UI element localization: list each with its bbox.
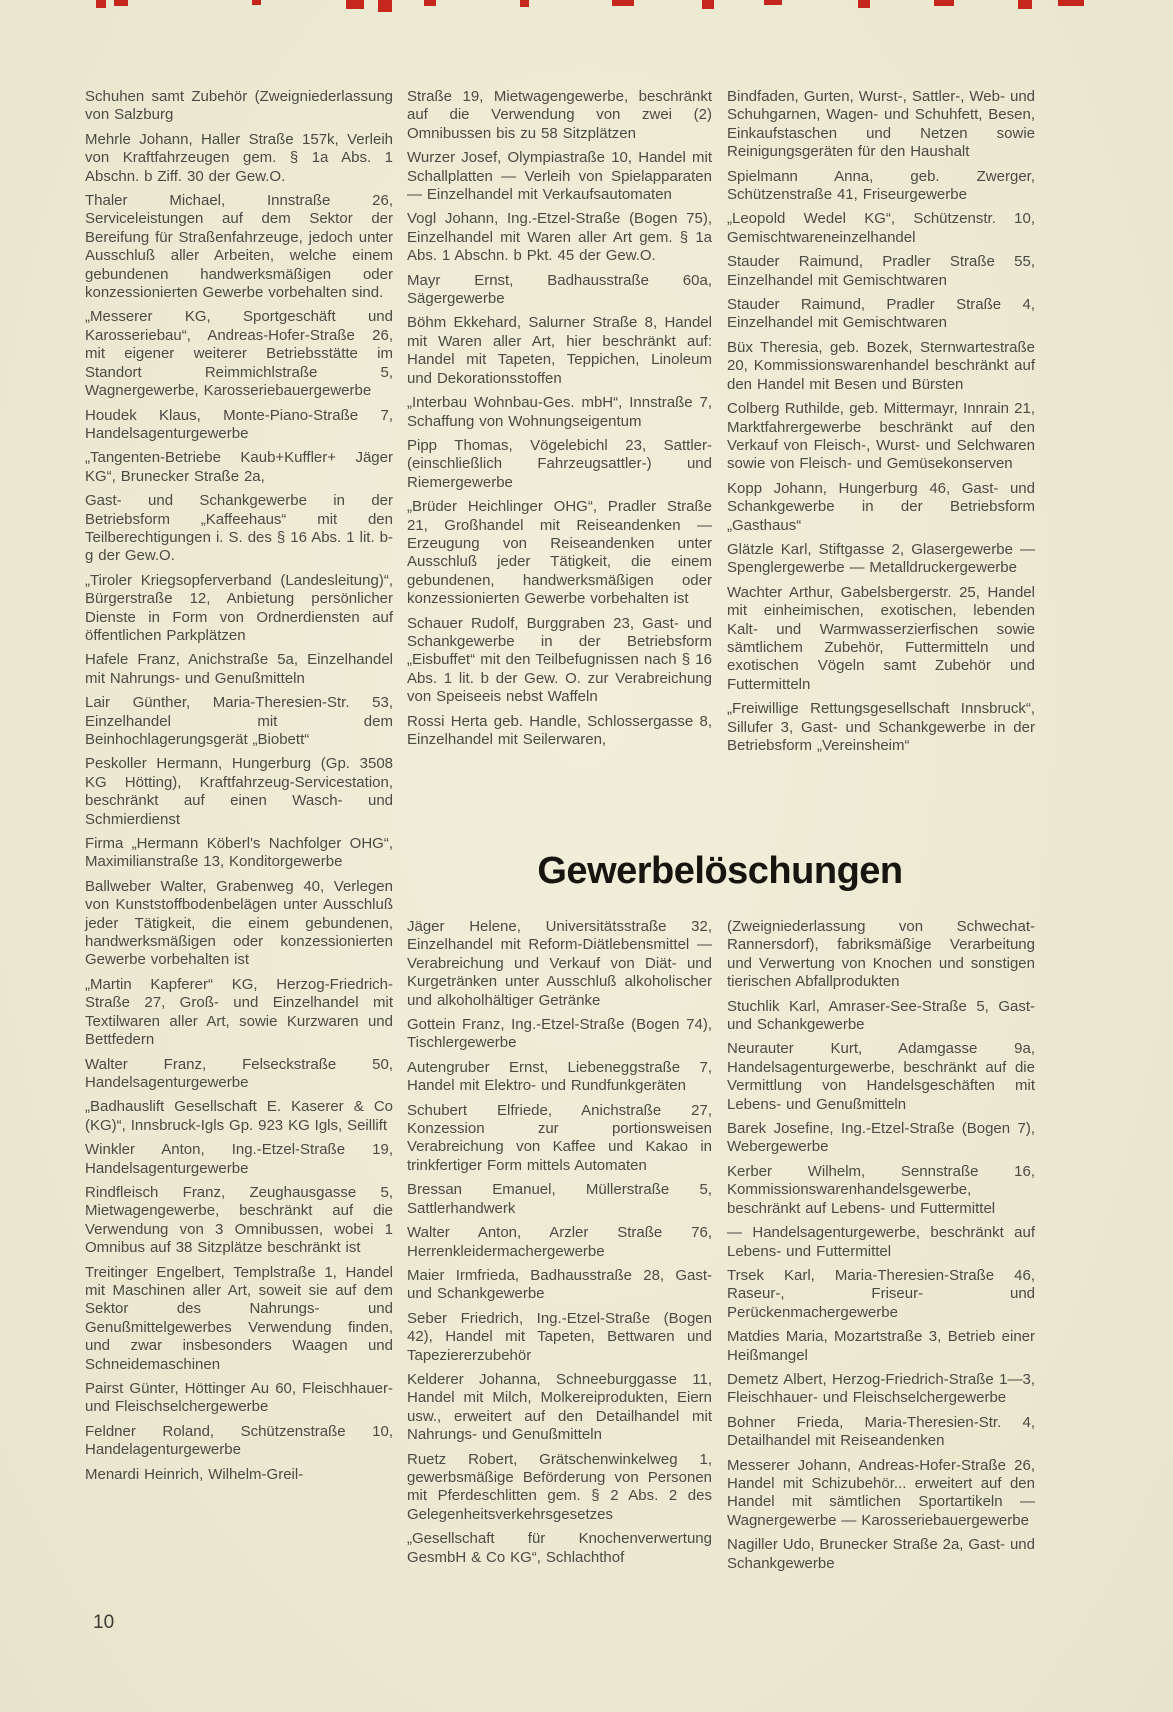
gazette-entry: — Handelsagenturgewerbe, beschränkt auf Lebens- und Futtermittel — [727, 1224, 1035, 1260]
gazette-entry: Pairst Günter, Höttinger Au 60, Fleischhauer- und Fleischselchergewerbe — [85, 1380, 393, 1416]
gazette-entry: Winkler Anton, Ing.-Etzel-Straße 19, Handelsagenturgewerbe — [85, 1141, 393, 1177]
gazette-entry: Menardi Heinrich, Wilhelm-Greil- — [85, 1465, 304, 1483]
gazette-entry: Rossi Herta geb. Handle, Schlossergasse 8, Einzelhandel mit Seilerwaren, — [407, 712, 712, 748]
section-heading: Gewerbelöschungen — [537, 850, 903, 892]
gazette-entry: Firma „Hermann Köberl's Nachfolger OHG“, Maximilianstraße 13, Konditorgewerbe — [85, 835, 393, 871]
gazette-entry: Pipp Thomas, Vögelebichl 23, Sattler- (einschließlich Fahrzeugsattler-) und Riemergewerbe — [407, 436, 712, 491]
text-column-2-bottom — [407, 918, 712, 1573]
gazette-entry: Messerer Johann, Andreas-Hofer-Straße 26, Handel mit Schizubehör... erweitert auf den Handel mit sämtlichen Sportartikeln — Wagnergewerbe — Karosseriebauergewerbe — [727, 1456, 1035, 1529]
text-column-3-top — [727, 88, 1035, 761]
gazette-entry: „Messerer KG, Sportgeschäft und Karosseriebau“, Andreas-Hofer-Straße 26, mit eigener weiterer Betriebsstätte im Standort Reimmichlstraße 5, Wagnergewerbe, Karosseriebauergewerbe — [85, 308, 393, 400]
gazette-entry: Bohner Frieda, Maria-Theresien-Str. 4, Detailhandel mit Reiseandenken — [727, 1413, 1035, 1450]
page-number: 10 — [93, 1612, 115, 1633]
red-print-fragment — [858, 0, 870, 8]
red-print-fragment — [1018, 0, 1032, 9]
gazette-entry: Wurzer Josef, Olympiastraße 10, Handel mit Schallplatten — Verleih von Spielapparaten — Einzelhandel mit Verkaufsautomaten — [407, 149, 712, 204]
gazette-entry: Schuhen samt Zubehör (Zweigniederlassung von Salzburg — [85, 88, 393, 124]
gazette-entry: Nagiller Udo, Brunecker Straße 2a, Gast- und Schankgewerbe — [727, 1536, 1035, 1572]
gazette-entry: Hafele Franz, Anichstraße 5a, Einzelhandel mit Nahrungs- und Genußmitteln — [85, 651, 393, 687]
gazette-entry: „Freiwillige Rettungsgesellschaft Innsbruck“, Sillufer 3, Gast- und Schankgewerbe in der Betriebsform „Vereinsheim“ — [727, 700, 1035, 754]
gazette-entry: Straße 19, Mietwagengewerbe, beschränkt auf die Verwendung von zwei (2) Omnibussen bis zu 58 Sitzplätzen — [407, 88, 712, 142]
red-print-fragment — [424, 0, 436, 6]
gazette-entry: Neurauter Kurt, Adamgasse 9a, Handelsagenturgewerbe, beschränkt auf die Vermittlung von Handelsgeschäften mit Lebens- und Genußmitteln — [727, 1040, 1035, 1113]
gazette-entry: Ballweber Walter, Grabenweg 40, Verlegen von Kunststoffbodenbelägen unter Ausschluß jeder Tätigkeit, die einem gebundenen, handwerksmäßigen oder konzessionierten Gewerbe vorbehalten ist — [85, 877, 393, 969]
text-column-3-bottom — [727, 918, 1035, 1579]
gazette-entry: Treitinger Engelbert, Templstraße 1, Handel mit Maschinen aller Art, soweit sie auf dem Sektor des Nahrungs- und Genußmittelgewerbes Verwendung finden, und zwar insbesonders Waagen und Schneidemaschinen — [85, 1263, 393, 1373]
gazette-entry: Kelderer Johanna, Schneeburggasse 11, Handel mit Milch, Molkereiprodukten, Eiern usw., erweitert auf den Detailhandel mit Nahrungs- und Genußmitteln — [407, 1370, 712, 1444]
gazette-entry: „Badhauslift Gesellschaft E. Kaserer & Co (KG)“, Innsbruck-Igls Gp. 923 KG Igls, Seillift — [85, 1098, 393, 1134]
gazette-entry: Büx Theresia, geb. Bozek, Sternwartestraße 20, Kommissionswarenhandel beschränkt auf den Handel mit Besen und Bürsten — [727, 338, 1035, 393]
gazette-entry: Spielmann Anna, geb. Zwerger, Schützenstraße 41, Friseurgewerbe — [727, 167, 1035, 204]
gazette-entry: Barek Josefine, Ing.-Etzel-Straße (Bogen 7), Webergewerbe — [727, 1120, 1035, 1156]
gazette-entry: Stauder Raimund, Pradler Straße 55, Einzelhandel mit Gemischtwaren — [727, 253, 1035, 289]
gazette-entry: Autengruber Ernst, Liebeneggstraße 7, Handel mit Elektro- und Rundfunkgeräten — [407, 1058, 712, 1095]
gazette-entry: Lair Günther, Maria-Theresien-Str. 53, Einzelhandel mit dem Beinhochlagerungsgerät „Biobett“ — [85, 694, 393, 748]
gazette-entry: Gottein Franz, Ing.-Etzel-Straße (Bogen 74), Tischlergewerbe — [407, 1016, 712, 1052]
text-column-1 — [85, 88, 393, 1490]
gazette-entry: Matdies Maria, Mozartstraße 3, Betrieb einer Heißmangel — [727, 1328, 1035, 1364]
gazette-entry: Kerber Wilhelm, Sennstraße 16, Kommissionswarenhandelsgewerbe, beschränkt auf Lebens- und Futtermittel — [727, 1162, 1035, 1217]
red-print-fragment — [378, 0, 392, 12]
gazette-entry: Mehrle Johann, Haller Straße 157k, Verleih von Kraftfahrzeugen gem. § 1a Abs. 1 Abschn. b Ziff. 30 der Gew.O. — [85, 130, 393, 185]
red-print-fragment — [520, 0, 529, 7]
gazette-entry: Jäger Helene, Universitätsstraße 32, Einzelhandel mit Reform-Diätlebensmittel — Verabreichung und Verkauf von Diät- und Kurgetränken unter Ausschluß alkoholischer und alkoholhältiger Getränke — [407, 918, 712, 1009]
gazette-entry: Bressan Emanuel, Müllerstraße 5, Sattlerhandwerk — [407, 1181, 712, 1217]
red-print-fragment — [612, 0, 634, 6]
gazette-entry: „Tiroler Kriegsopferverband (Landesleitung)“, Bürgerstraße 12, Anbietung persönlicher Dienste in Form von Ordnerdiensten auf öffentlichen Parkplätzen — [85, 571, 393, 644]
gazette-entry: (Zweigniederlassung von Schwechat-Rannersdorf), fabriksmäßige Verarbeitung und Verwertung von Knochen und sonstigen tierischen Abfallprodukten — [727, 918, 1035, 991]
red-print-fragment — [346, 0, 364, 9]
gazette-entry: Rindfleisch Franz, Zeughausgasse 5, Mietwagengewerbe, beschränkt auf die Verwendung von 3 Omnibussen, wobei 1 Omnibus auf 38 Sitzplätze beschränkt ist — [85, 1183, 393, 1257]
red-print-fragment — [1058, 0, 1084, 6]
gazette-entry: „Interbau Wohnbau-Ges. mbH“, Innstraße 7, Schaffung von Wohnungseigentum — [407, 394, 712, 430]
gazette-entry: Stauder Raimund, Pradler Straße 4, Einzelhandel mit Gemischtwaren — [727, 296, 1035, 332]
gazette-entry: Mayr Ernst, Badhausstraße 60a, Sägergewerbe — [407, 271, 712, 308]
text-column-2-top — [407, 88, 712, 755]
red-print-fragment — [96, 0, 106, 8]
gazette-entry: Colberg Ruthilde, geb. Mittermayr, Innrain 21, Marktfahrergewerbe beschränkt auf den Verkauf von Fleisch-, Wurst- und Selchwaren sowie von Fleisch- und Gemüsekonserven — [727, 400, 1035, 473]
gazette-entry: Feldner Roland, Schützenstraße 10, Handelagenturgewerbe — [85, 1422, 393, 1459]
gazette-entry: Bindfaden, Gurten, Wurst-, Sattler-, Web- und Schuhgarnen, Wagen- und Schuhfett, Besen, Einkaufstaschen und Netzen sowie Reinigungsgeräten für den Haushalt — [727, 88, 1035, 161]
gazette-entry: Glätzle Karl, Stiftgasse 2, Glasergewerbe — Spenglergewerbe — Metalldruckergewerbe — [727, 540, 1035, 577]
gazette-entry: Ruetz Robert, Grätschenwinkelweg 1, gewerbsmäßige Beförderung von Personen mit Pferdeschlitten gem. § 2 Abs. 2 des Gelegenheitsverkehrsgesetzes — [407, 1450, 712, 1523]
red-print-fragment — [252, 0, 261, 5]
gazette-entry: Houdek Klaus, Monte-Piano-Straße 7, Handelsagenturgewerbe — [85, 406, 393, 442]
gazette-entry: Walter Anton, Arzler Straße 76, Herrenkleidermachergewerbe — [407, 1224, 712, 1260]
gazette-entry: Vogl Johann, Ing.-Etzel-Straße (Bogen 75), Einzelhandel mit Waren aller Art gem. § 1a Abs. 1 Abschn. b Pkt. 45 der Gew.O. — [407, 210, 712, 265]
red-print-artifacts — [0, 0, 1173, 16]
red-print-fragment — [702, 0, 714, 9]
gazette-entry: Walter Franz, Felseckstraße 50, Handelsagenturgewerbe — [85, 1055, 393, 1091]
gazette-entry: Schauer Rudolf, Burggraben 23, Gast- und Schankgewerbe in der Betriebsform „Eisbuffet“ mit den Teilbefugnissen nach § 16 Abs. 1 lit. b der Gew. O. zur Verabreichung von Speiseeis nebst Waffeln — [407, 614, 712, 706]
red-print-fragment — [764, 0, 782, 5]
gazette-entry: „Leopold Wedel KG“, Schützenstr. 10, Gemischtwareneinzelhandel — [727, 210, 1035, 246]
gazette-entry: Thaler Michael, Innstraße 26, Serviceleistungen auf dem Sektor der Bereifung für Straßenfahrzeuge, jedoch unter Ausschluß aller Arbeiten, welche einem gebundenen handwerksmäßigen oder konzessionierten Gewerbe vorbehalten sind. — [85, 192, 393, 302]
gazette-entry: Trsek Karl, Maria-Theresien-Straße 46, Raseur-, Friseur- und Perückenmachergewerbe — [727, 1266, 1035, 1321]
gazette-entry: Wachter Arthur, Gabelsbergerstr. 25, Handel mit einheimischen, exotischen, lebenden Kalt- und Warmwasserzierfischen sowie sämtlichem Zubehör, Futtermitteln und exotischen Vögeln samt Zubehör und Futtermitteln — [727, 583, 1035, 693]
gazette-entry: Böhm Ekkehard, Salurner Straße 8, Handel mit Waren aller Art, hier beschränkt auf: Handel mit Tapeten, Teppichen, Linoleum und Dekorationsstoffen — [407, 314, 712, 387]
gazette-entry: „Brüder Heichlinger OHG“, Pradler Straße 21, Großhandel mit Reiseandenken — Erzeugung von Reiseandenken unter Ausschluß jeder Tätigkeit, die einem gebundenen, handwerksmäßigen oder konzessionierten Gewerbe vorbehalten ist — [407, 498, 712, 608]
gazette-entry: Schubert Elfriede, Anichstraße 27, Konzession zur portionsweisen Verabreichung von Kaffee und Kakao in trinkfertiger Form mittels Automaten — [407, 1101, 712, 1174]
gazette-entry: „Tangenten-Betriebe Kaub+Kuffler+ Jäger KG“, Brunecker Straße 2a, — [85, 449, 393, 485]
gazette-entry: Kopp Johann, Hungerburg 46, Gast- und Schankgewerbe in der Betriebsform „Gasthaus“ — [727, 479, 1035, 534]
gazette-entry: Gast- und Schankgewerbe in der Betriebsform „Kaffeehaus“ mit den Teilberechtigungen i. S. des § 16 Abs. 1 lit. b-g der Gew.O. — [85, 492, 393, 565]
gazette-entry: „Martin Kapferer“ KG, Herzog-Friedrich-Straße 27, Groß- und Einzelhandel mit Textilwaren aller Art, sowie Kurzwaren und Bettfedern — [85, 975, 393, 1049]
gazette-entry: Demetz Albert, Herzog-Friedrich-Straße 1—3, Fleischhauer- und Fleischselchergewerbe — [727, 1370, 1035, 1407]
gazette-entry: Stuchlik Karl, Amraser-See-Straße 5, Gast- und Schankgewerbe — [727, 997, 1035, 1034]
red-print-fragment — [934, 0, 954, 6]
red-print-fragment — [114, 0, 128, 6]
gazette-entry: Maier Irmfrieda, Badhausstraße 28, Gast- und Schankgewerbe — [407, 1266, 712, 1303]
gazette-entry: „Gesellschaft für Knochenverwertung GesmbH & Co KG“, Schlachthof — [407, 1530, 712, 1566]
gazette-entry: Seber Friedrich, Ing.-Etzel-Straße (Bogen 42), Handel mit Tapeten, Bettwaren und Tapeziererzubehör — [407, 1309, 712, 1364]
gazette-entry: Peskoller Hermann, Hungerburg (Gp. 3508 KG Hötting), Kraftfahrzeug-Servicestation, beschränkt auf einen Wasch- und Schmierdienst — [85, 755, 393, 828]
